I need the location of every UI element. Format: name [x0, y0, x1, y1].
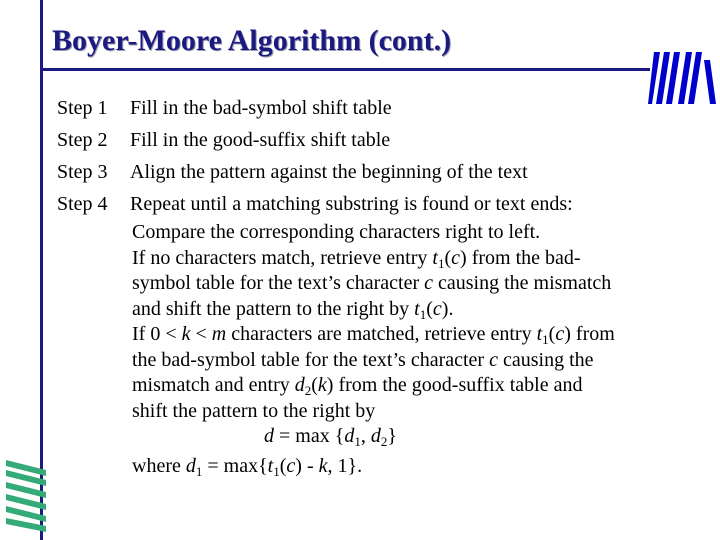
no-match-paragraph: If no characters match, retrieve entry $t_1(c)$ from the bad- symbol table for the text’s character c causing the mismatch and shift the pattern to the right by $t_1(c)$. [132, 246, 612, 322]
step-label: Step 2 [57, 129, 108, 151]
text-run: from the good-suffix table and [333, 374, 583, 396]
step-row [57, 92, 573, 124]
partial-match-paragraph: If 0 < k < m characters are matched, retrieve entry $t_1(c)$ from the bad-symbol table for the text’s character c causing the mismatch and entry $d_2(k)$ from the good-suffix table and shift the pattern to the right by [132, 323, 615, 422]
formula-text: , [360, 425, 371, 447]
text-run: from [570, 323, 615, 345]
formula-var: t [267, 454, 274, 477]
formula-var: d [185, 454, 196, 477]
formula-var: d [264, 425, 274, 447]
formula-text: } [387, 425, 397, 447]
text-run: < [190, 323, 212, 345]
step-row [57, 156, 573, 188]
step-label: Step 3 [57, 161, 108, 183]
text-run: characters are matched, retrieve entry [226, 323, 537, 345]
max-formula: $d = \max \{d_1$, $d_2$} [264, 425, 397, 449]
step-row [57, 188, 573, 220]
text-run: and shift the pattern to the right by [132, 297, 415, 320]
step4-details [132, 220, 717, 479]
formula-var: d [370, 425, 381, 447]
decorative-stripes-logo-bottom [0, 460, 52, 532]
left-vertical-rule [40, 0, 43, 540]
steps-list [57, 92, 573, 220]
text-run: If 0 < [132, 323, 182, 345]
step-row [57, 124, 573, 156]
step-text: Align the pattern against the beginning of the text [130, 161, 528, 183]
text-run: where [132, 454, 186, 477]
step-label: Step 1 [57, 97, 108, 119]
text-run: If no characters match, retrieve entry [132, 246, 433, 269]
step-text: Repeat until a matching substring is found or text ends: [130, 193, 573, 215]
decorative-stripes-logo-top [648, 52, 716, 104]
text-run: shift the pattern to the right by [132, 399, 376, 422]
text-run: symbol table for the text’s character [132, 272, 425, 294]
slide-title: Boyer-Moore Algorithm (cont.) [52, 24, 452, 57]
formula-text: = max { [274, 425, 345, 447]
text-run: = max{ [202, 454, 268, 477]
step-label: Step 4 [57, 193, 108, 215]
text-run: causing the mismatch [433, 272, 612, 294]
text-run: the bad-symbol table for the text’s character [132, 348, 490, 371]
formula-var: d [344, 425, 355, 447]
text-run: causing the [497, 348, 594, 371]
where-clause: where $d_1 = \max\{t_1(c) - k$, 1}. [132, 454, 363, 479]
text-run: mismatch and entry [132, 374, 295, 396]
compare-line: Compare the corresponding characters right to left. [132, 221, 541, 243]
text-run: from the bad- [466, 246, 581, 269]
step-text: Fill in the good-suffix shift table [130, 129, 391, 151]
title-underline-rule [40, 68, 650, 71]
step-text: Fill in the bad-symbol shift table [130, 97, 392, 119]
